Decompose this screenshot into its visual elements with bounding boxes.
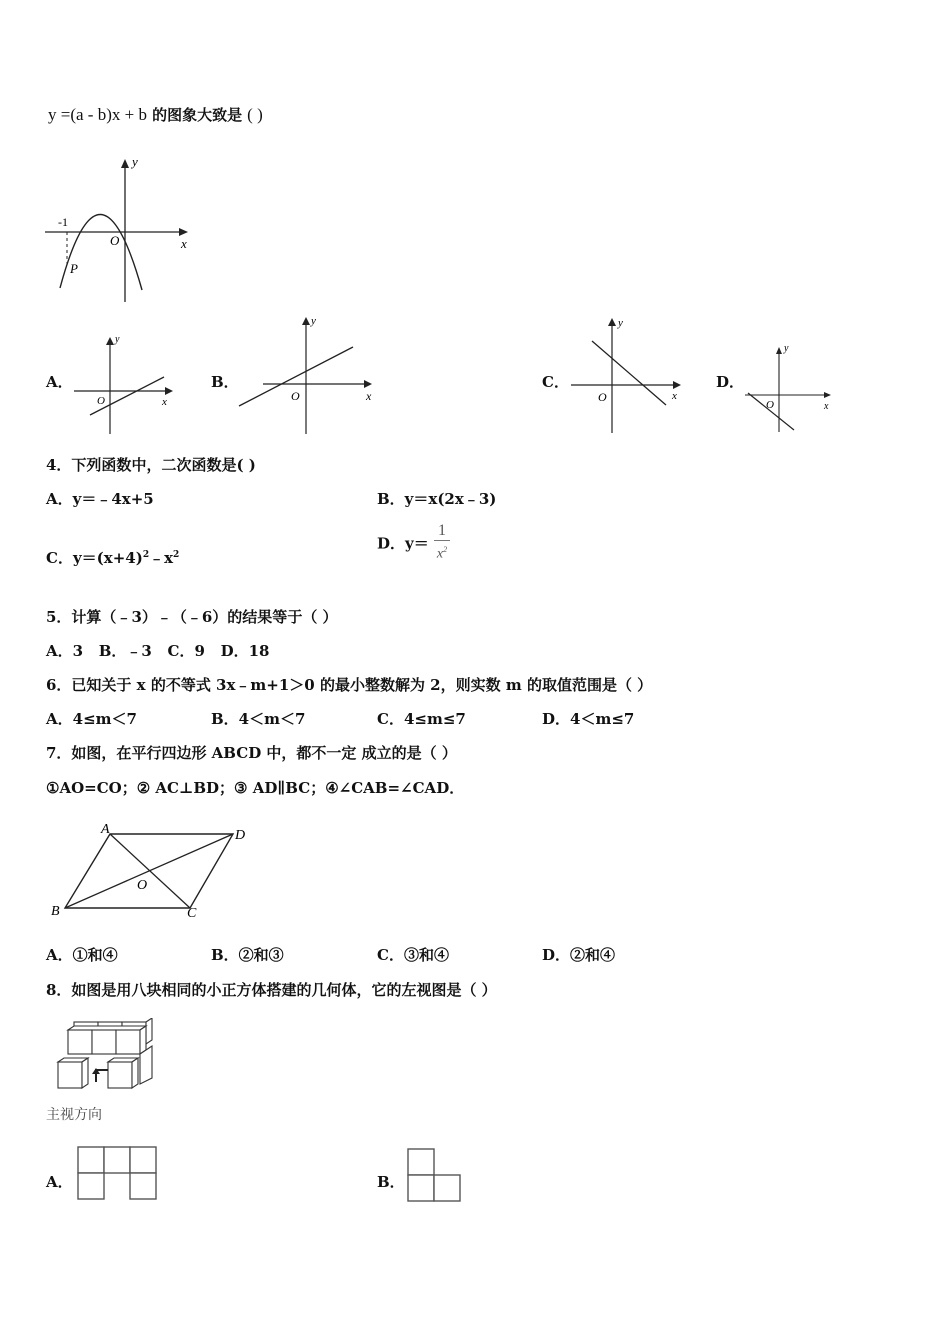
q7-vertex-b: B: [51, 904, 60, 919]
q4-option-d-denominator: [434, 541, 450, 564]
q3-option-b-y-label: y: [311, 315, 316, 327]
q3-graph-origin-label: O: [110, 233, 120, 248]
q7-stem: 7．如图，在平行四边形 ABCD 中，都不一定 成立的是（ ）: [46, 744, 457, 762]
q3-stem: [48, 104, 263, 125]
q4-option-d-denominator-exponent: 2: [443, 545, 448, 554]
q3-stem-tail: 的图象大致是: [152, 106, 243, 124]
q3-option-a-label: A．: [46, 373, 73, 391]
q7-option-c[interactable]: C．③和④: [377, 946, 449, 964]
q8-option-a-view[interactable]: [76, 1145, 158, 1201]
q3-option-a-x-label: x: [162, 396, 167, 408]
q7-vertex-a: A: [101, 822, 110, 837]
q3-bracket: ( ): [247, 105, 263, 124]
q4-option-c-minus-x: ﹣x: [149, 549, 174, 567]
q5-stem: 5．计算（﹣3）﹣（﹣6）的结果等于（ ）: [46, 608, 338, 626]
q6-option-c[interactable]: C．4≤m≤7: [377, 710, 466, 728]
q4-option-d-prefix: D．y＝: [377, 534, 429, 553]
q3-option-c-y-label: y: [618, 317, 623, 329]
q3-option-c-x-label: x: [672, 390, 677, 402]
q4-option-c-exponent-2: 2: [173, 550, 180, 560]
q4-option-d-denominator-base: x: [436, 546, 444, 562]
q6-option-d[interactable]: D．4＜m≤7: [542, 710, 635, 728]
q4-option-d-numerator: 1: [434, 522, 450, 541]
q6-stem: 6．已知关于 x 的不等式 3x﹣m+1＞0 的最小整数解为 2，则实数 m 的取值范围是（ ）: [46, 676, 653, 694]
q3-option-d-origin-label: O: [766, 399, 774, 411]
q8-stem: 8．如图是用八块相同的小正方体搭建的几何体，它的左视图是（ ）: [46, 981, 497, 999]
q3-option-c-origin-label: O: [598, 390, 607, 404]
q7-option-a[interactable]: A．①和④: [46, 946, 118, 964]
q3-option-d-label: D．: [716, 373, 745, 391]
q4-option-c-exponent: 2: [142, 550, 150, 560]
q3-parabola-graph: [40, 150, 200, 305]
q8-cube-figure: [50, 1018, 160, 1098]
q7-option-b[interactable]: B．②和③: [211, 946, 284, 964]
q3-option-c-label: C．: [542, 373, 569, 391]
q3-graph-p-label: P: [70, 261, 78, 276]
q4-option-d[interactable]: [377, 522, 450, 564]
q3-option-b-graph[interactable]: [236, 312, 381, 437]
q7-statements: ①AO=CO；② AC⊥BD；③ AD∥BC；④∠CAB=∠CAD．: [46, 779, 465, 797]
q7-center-o: O: [137, 878, 148, 893]
q5-options[interactable]: A．3 B．﹣3 C．9 D．18: [46, 642, 270, 660]
q4-option-d-fraction: [434, 522, 450, 564]
q7-parallelogram-figure: [45, 818, 260, 923]
q3-option-a-origin-label: O: [97, 395, 105, 407]
q6-option-a[interactable]: A．4≤m＜7: [46, 710, 137, 728]
q4-stem: 4．下列函数中，二次函数是( ): [46, 456, 256, 474]
q7-option-d[interactable]: D．②和④: [542, 946, 616, 964]
q7-vertex-c: C: [187, 906, 197, 921]
q4-option-c[interactable]: [46, 547, 179, 568]
q4-option-b[interactable]: B．y＝x(2x﹣3): [377, 490, 497, 508]
q3-option-a-y-label: y: [115, 334, 120, 345]
q8-view-direction-caption: 主视方向: [46, 1107, 102, 1123]
q8-option-a-label: A．: [46, 1173, 73, 1191]
q6-option-b[interactable]: B．4＜m＜7: [211, 710, 306, 728]
q3-option-d-y-label: y: [784, 343, 789, 354]
q8-option-b-label: B．: [377, 1173, 405, 1191]
q3-option-b-x-label: x: [366, 389, 372, 403]
q3-option-d-graph[interactable]: [742, 340, 837, 435]
q3-graph-x-label: x: [181, 236, 187, 251]
q7-vertex-d: D: [235, 828, 246, 843]
q3-option-b-label: B．: [211, 373, 239, 391]
q3-option-c-graph[interactable]: [568, 313, 688, 435]
q8-option-b-view[interactable]: [406, 1147, 464, 1203]
q3-formula: y =(a - b)x + b: [48, 105, 147, 124]
q3-option-a-graph[interactable]: [70, 330, 180, 435]
q3-graph-minus-one-label: -1: [58, 215, 68, 229]
q4-option-a[interactable]: A．y＝﹣4x+5: [46, 490, 154, 508]
q4-option-c-base: C．y＝(x+4): [46, 549, 143, 567]
q3-option-d-x-label: x: [824, 401, 829, 412]
q3-option-b-origin-label: O: [291, 389, 300, 403]
q3-graph-y-label: y: [132, 154, 138, 169]
